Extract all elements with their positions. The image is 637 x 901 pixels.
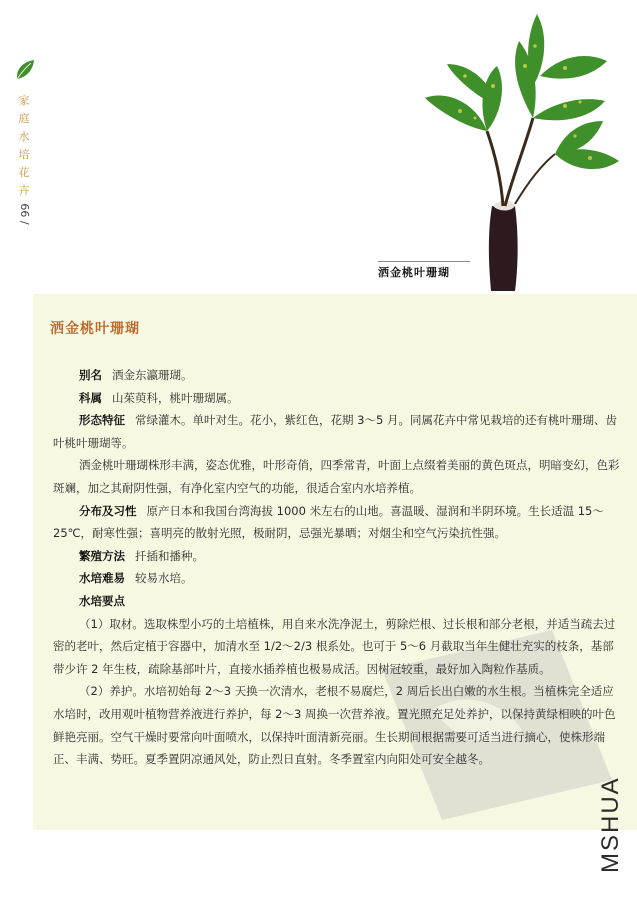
series-char: 花 bbox=[18, 166, 30, 179]
propagation-value: 扦插和播种。 bbox=[135, 548, 204, 563]
morphology-label: 形态特征 bbox=[79, 413, 125, 428]
morphology-paragraph: 洒金桃叶珊瑚株形丰满，姿态优雅，叶形奇俏，四季常青，叶面上点缀着美丽的黄色斑点，明暗变幻，色彩斑斓，加之其耐阴性强，有净化室内空气的功能，很适合室内水培养植。 bbox=[53, 458, 620, 495]
propagation-row bbox=[53, 545, 625, 568]
distribution-value: 原产日本和我国台湾海拔 1000 米左右的山地。喜温暖、湿润和半阴环境。生长适温 15～25℃，耐寒性强；喜明亮的散射光照，极耐阴，忌强光暴晒；对烟尘和空气污染抗性强。 bbox=[53, 503, 604, 541]
page-number: 66 / bbox=[18, 203, 31, 225]
series-char: 卉 bbox=[18, 184, 30, 197]
alias-row bbox=[53, 364, 625, 387]
brand-logo: MSHUA bbox=[597, 776, 624, 874]
series-char: 家 bbox=[18, 94, 30, 107]
alias-label: 别名 bbox=[79, 368, 102, 382]
family-label: 科属 bbox=[79, 390, 102, 405]
propagation-label: 繁殖方法 bbox=[79, 548, 125, 563]
morphology-row bbox=[53, 409, 625, 454]
series-char: 庭 bbox=[18, 112, 30, 125]
series-char: 培 bbox=[18, 148, 30, 161]
article-title: 洒金桃叶珊瑚 bbox=[50, 321, 140, 337]
photo-caption: 洒金桃叶珊瑚 bbox=[378, 266, 450, 279]
distribution-label: 分布及习性 bbox=[79, 503, 137, 518]
difficulty-label: 水培难易 bbox=[79, 571, 125, 586]
step-2-paragraph: （2）养护。水培初始每 2～3 天换一次清水，老根不易腐烂，2 周后长出白嫩的水生根。当植株完全适应水培时，改用观叶植物营养液进行养护，每 2～3 周换一次营养液。置光照充足处养护，以保持黄绿相映的叶色鲜艳亮丽。空气干燥时要常向叶面喷水，以保持叶面清新亮丽。生长期间根据需要可适当进行摘心，使株形端正、丰满、势旺。夏季置阴凉通风处，防止烈日直射。冬季置室内向阳处可安全越冬。 bbox=[53, 684, 616, 767]
family-value: 山茱萸科，桃叶珊瑚属。 bbox=[112, 390, 239, 405]
step-1-paragraph: （1）取材。选取株型小巧的土培植株，用自来水洗净泥土，剪除烂根、过长根和部分老根，并适当疏去过密的老叶，然后定植于容器中，加清水至 1/2～2/3 根系处。也可于 5～6 月截取当年生健壮充实的枝条，基部带少许 2 年生枝，疏除基部叶片，直接水插养植也极易成活。因树冠较重，最好加入陶粒作基质。 bbox=[53, 616, 616, 676]
series-title bbox=[15, 92, 33, 200]
difficulty-row bbox=[53, 567, 625, 590]
morphology-value: 常绿灌木。单叶对生。花小，紫红色，花期 3～5 月。同属花卉中常见栽培的还有桃叶珊瑚、齿叶桃叶珊瑚等。 bbox=[53, 413, 617, 450]
alias-value: 洒金东瀛珊瑚。 bbox=[112, 368, 193, 382]
plant-photo bbox=[415, 6, 625, 291]
family-row bbox=[53, 387, 625, 410]
leaf-icon bbox=[14, 58, 36, 82]
caption-divider bbox=[378, 261, 470, 262]
article-body bbox=[53, 364, 625, 771]
series-char: 水 bbox=[18, 130, 30, 143]
distribution-row bbox=[53, 500, 625, 545]
key-points-heading: 水培要点 bbox=[79, 593, 125, 608]
difficulty-value: 较易水培。 bbox=[135, 571, 193, 586]
